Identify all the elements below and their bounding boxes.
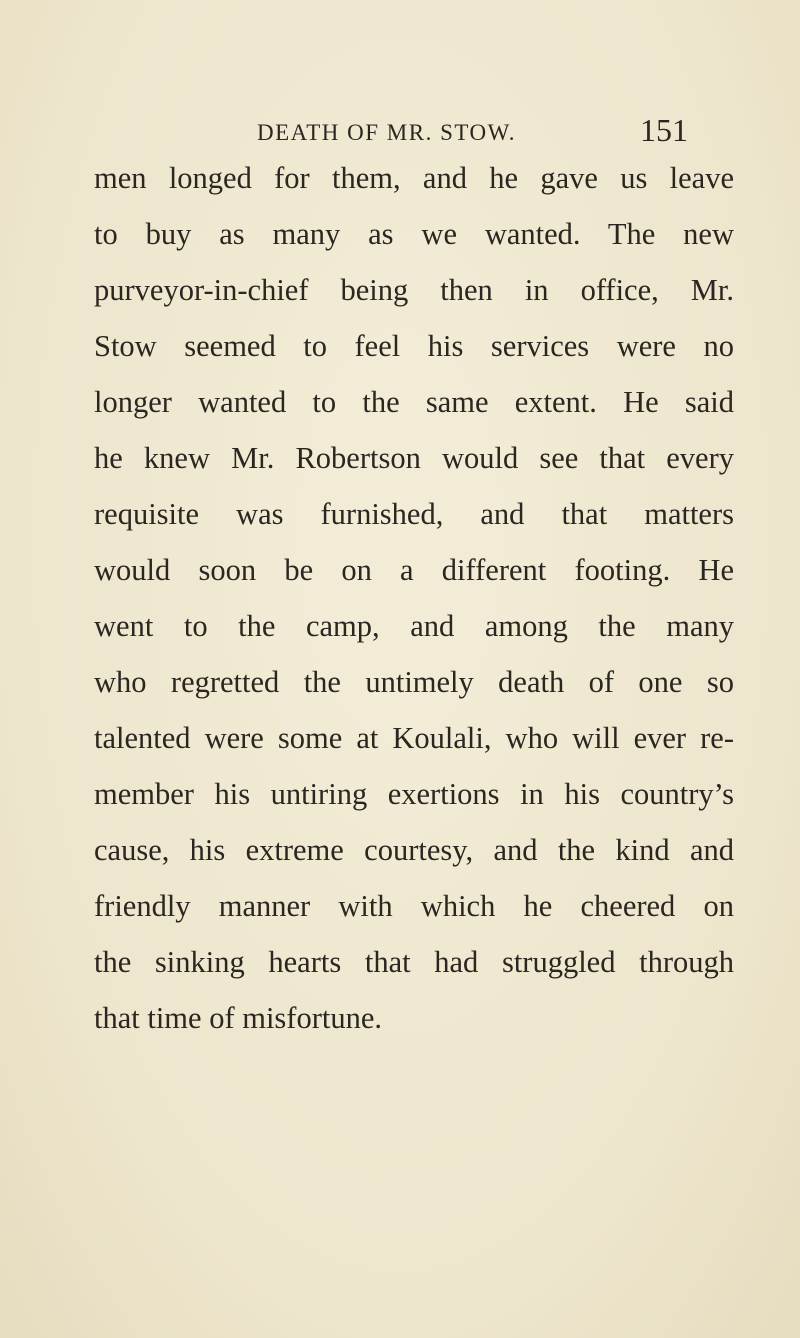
text-line: talented were some at Koulali, who will ever re- [94, 721, 734, 755]
text-line: purveyor-in-chief being then in office, Mr. [94, 273, 734, 307]
text-line: who regretted the untimely death of one so [94, 665, 734, 699]
text-line: member his untiring exertions in his country’s [94, 777, 734, 811]
running-head [0, 112, 800, 152]
text-line: men longed for them, and he gave us leave [94, 161, 734, 195]
text-line: the sinking hearts that had struggled through [94, 945, 734, 979]
text-line: Stow seemed to feel his services were no [94, 329, 734, 363]
text-line: requisite was furnished, and that matters [94, 497, 734, 531]
text-line: friendly manner with which he cheered on [94, 889, 734, 923]
text-line: he knew Mr. Robertson would see that every [94, 441, 734, 475]
body-paragraph [94, 150, 734, 1046]
text-line: cause, his extreme courtesy, and the kind and [94, 833, 734, 867]
text-line: to buy as many as we wanted. The new [94, 217, 734, 251]
running-title: DEATH OF MR. STOW. [257, 120, 516, 145]
text-line: that time of misfortune. [94, 1001, 382, 1035]
text-line: would soon be on a different footing. He [94, 553, 734, 587]
text-line: longer wanted to the same extent. He said [94, 385, 734, 419]
page-number: 151 [640, 112, 688, 148]
text-line: went to the camp, and among the many [94, 609, 734, 643]
